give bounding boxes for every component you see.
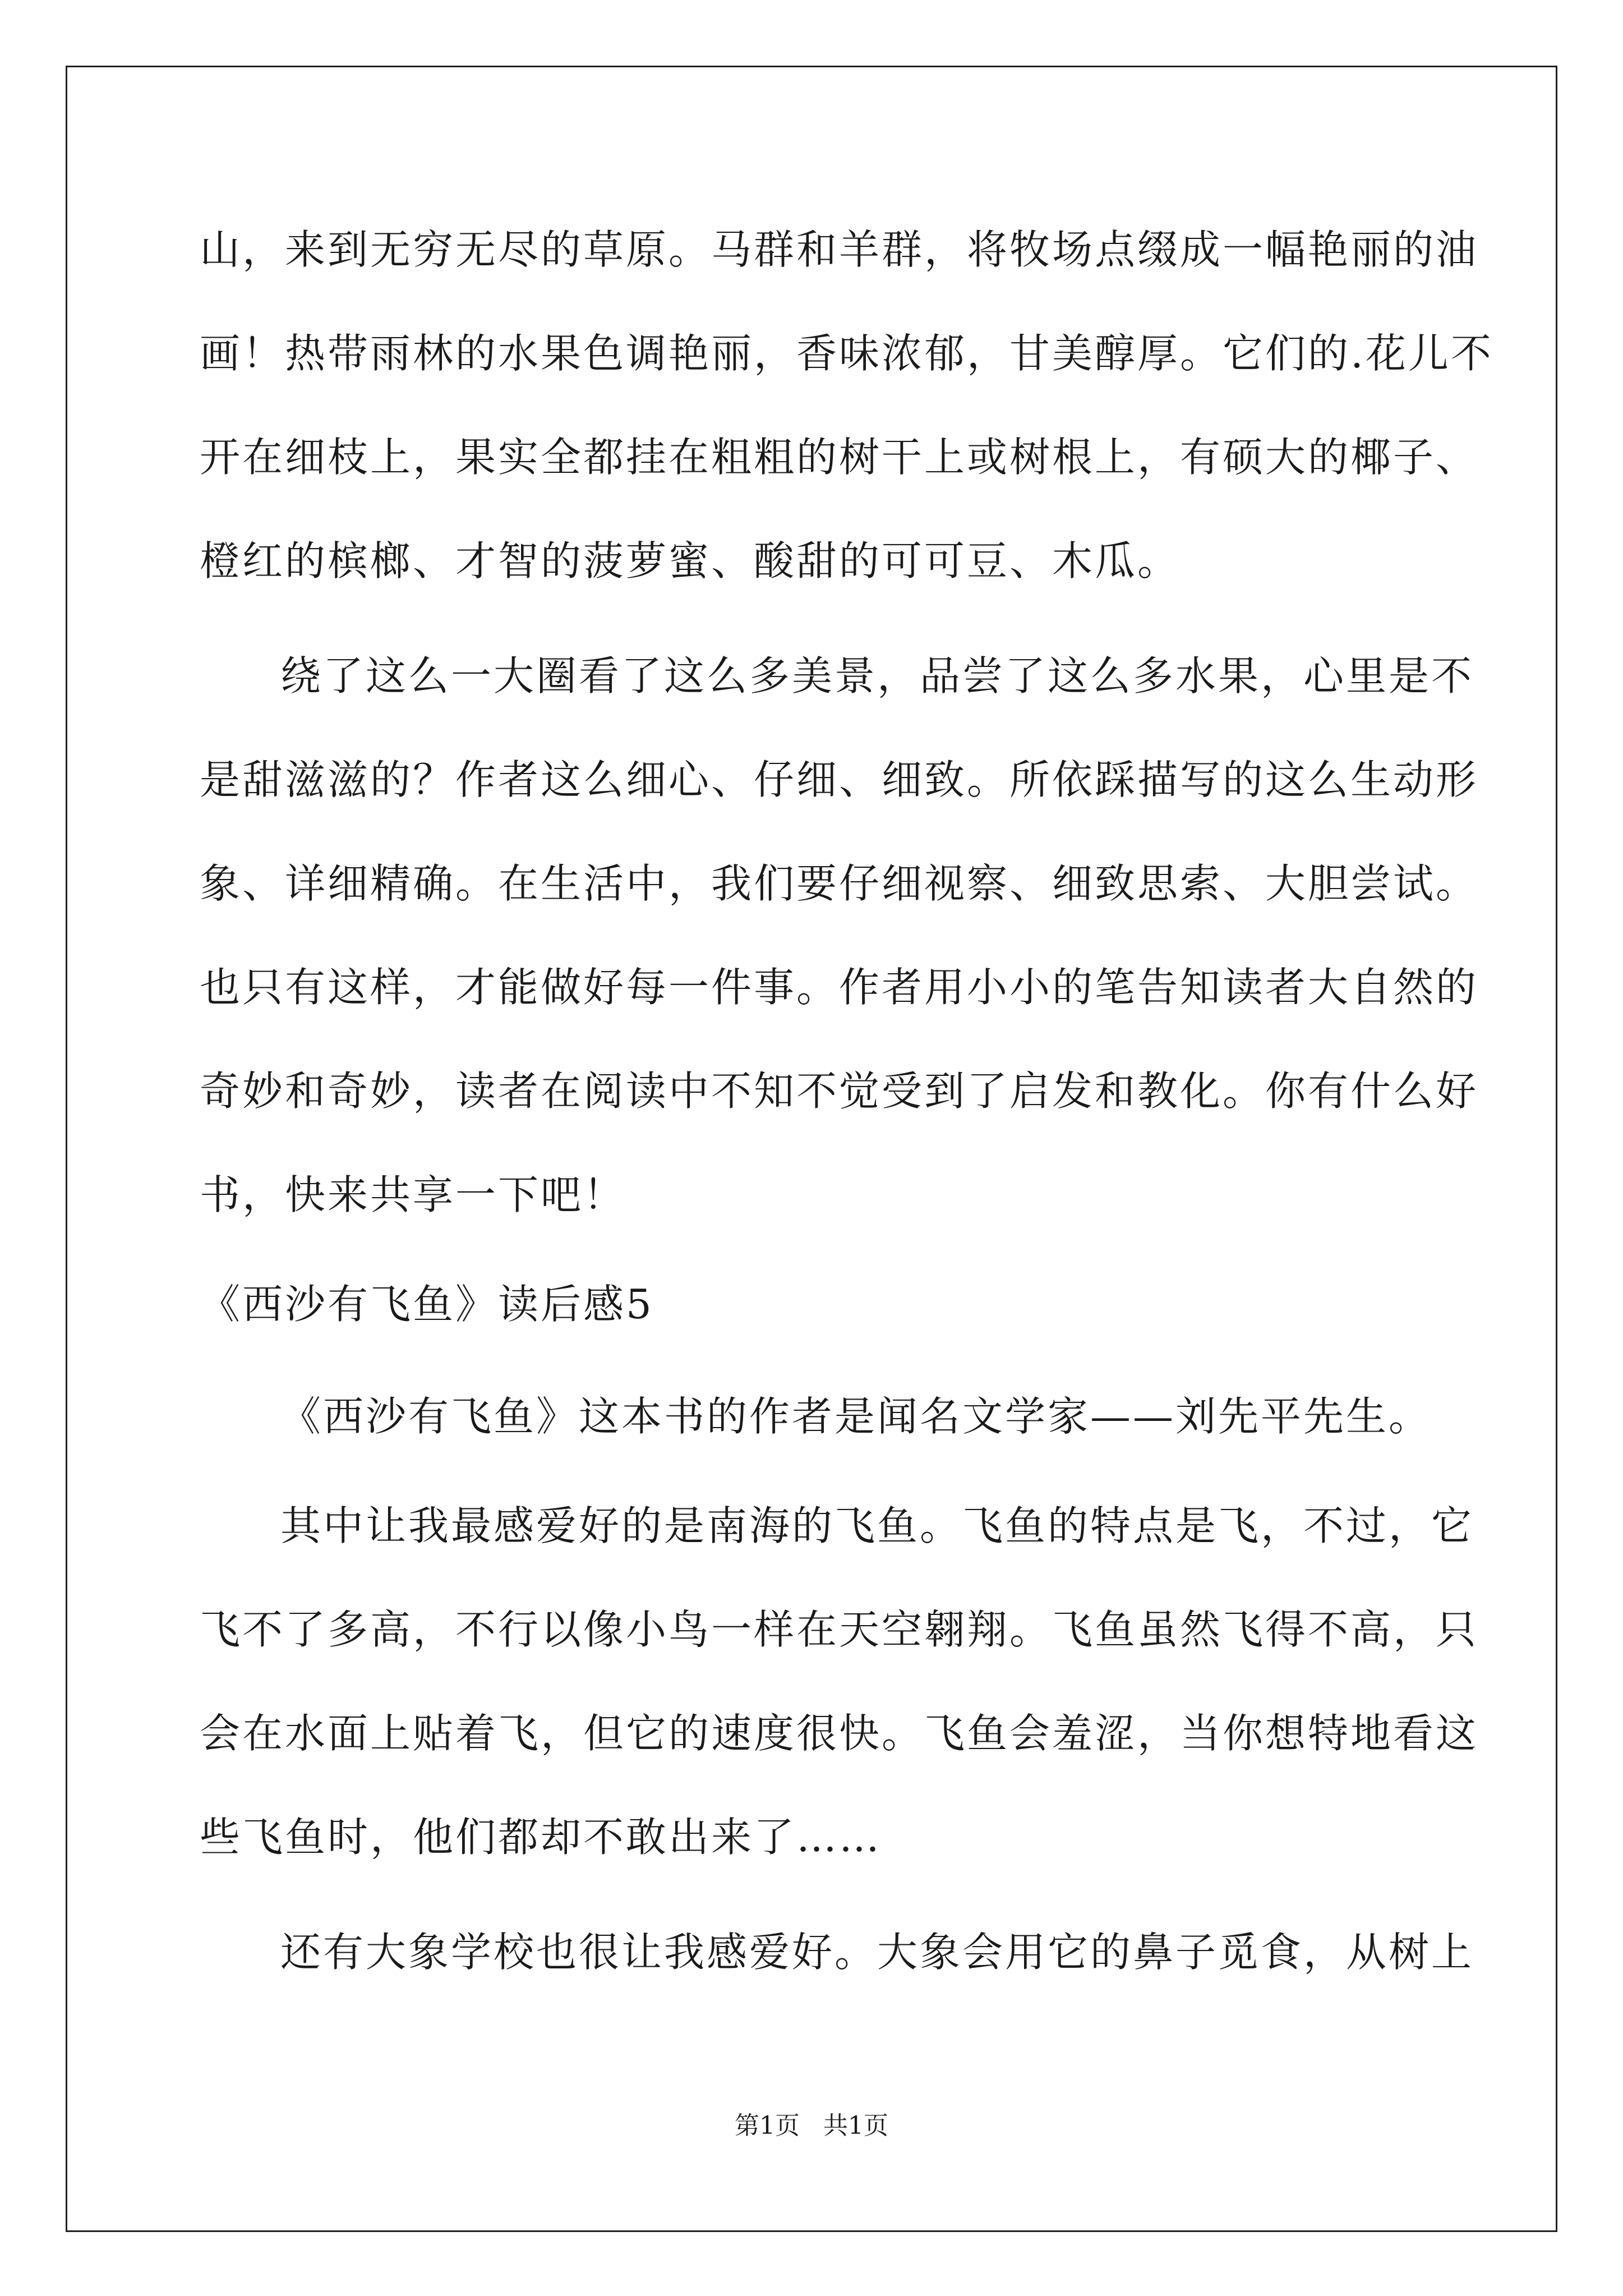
paragraph-line: 飞不了多高，不行以像小鸟一样在天空翱翔。飞鱼虽然飞得不高，只	[200, 1606, 1479, 1653]
paragraph-line: 奇妙和奇妙，读者在阅读中不知不觉受到了启发和教化。你有什么好	[200, 1068, 1479, 1115]
paragraph-line: 画！热带雨林的水果色调艳丽，香味浓郁，甘美醇厚。它们的.花儿不	[200, 330, 1493, 377]
paragraph-line: 绕了这么一大圈看了这么多美景，品尝了这么多水果，心里是不	[280, 652, 1474, 700]
paragraph-line: 是甜滋滋的？作者这么细心、仔细、细致。所依踩描写的这么生动形	[200, 756, 1479, 803]
paragraph-line: 也只有这样，才能做好每一件事。作者用小小的笔告知读者大自然的	[200, 964, 1479, 1011]
page-footer	[0, 2109, 1623, 2143]
section-heading: 《西沙有飞鱼》读后感5	[200, 1281, 654, 1328]
paragraph-line: 还有大象学校也很让我感爱好。大象会用它的鼻子觅食，从树上	[280, 1929, 1474, 1976]
page-total: 共1页	[823, 2111, 888, 2140]
paragraph-line: 橙红的槟榔、才智的菠萝蜜、酸甜的可可豆、木瓜。	[200, 537, 1181, 585]
page-border	[66, 66, 1557, 2232]
paragraph-line: 象、详细精确。在生活中，我们要仔细视察、细致思索、大胆尝试。	[200, 860, 1479, 907]
paragraph-line: 其中让我最感爱好的是南海的飞鱼。飞鱼的特点是飞，不过，它	[280, 1502, 1474, 1549]
paragraph-line: 《西沙有飞鱼》这本书的作者是闻名文学家——刘先平先生。	[280, 1393, 1432, 1440]
paragraph-line: 书，快来共享一下吧！	[200, 1171, 626, 1218]
paragraph-line: 山，来到无穷无尽的草原。马群和羊群，将牧场点缀成一幅艳丽的油	[200, 226, 1479, 273]
paragraph-line: 开在细枝上，果实全都挂在粗粗的树干上或树根上，有硕大的椰子、	[200, 434, 1479, 481]
page-number: 第1页	[735, 2111, 800, 2140]
paragraph-line: 会在水面上贴着飞，但它的速度很快。飞鱼会羞涩，当你想特地看这	[200, 1710, 1479, 1757]
paragraph-line: 些飞鱼时，他们都却不敢出来了……	[200, 1814, 882, 1861]
